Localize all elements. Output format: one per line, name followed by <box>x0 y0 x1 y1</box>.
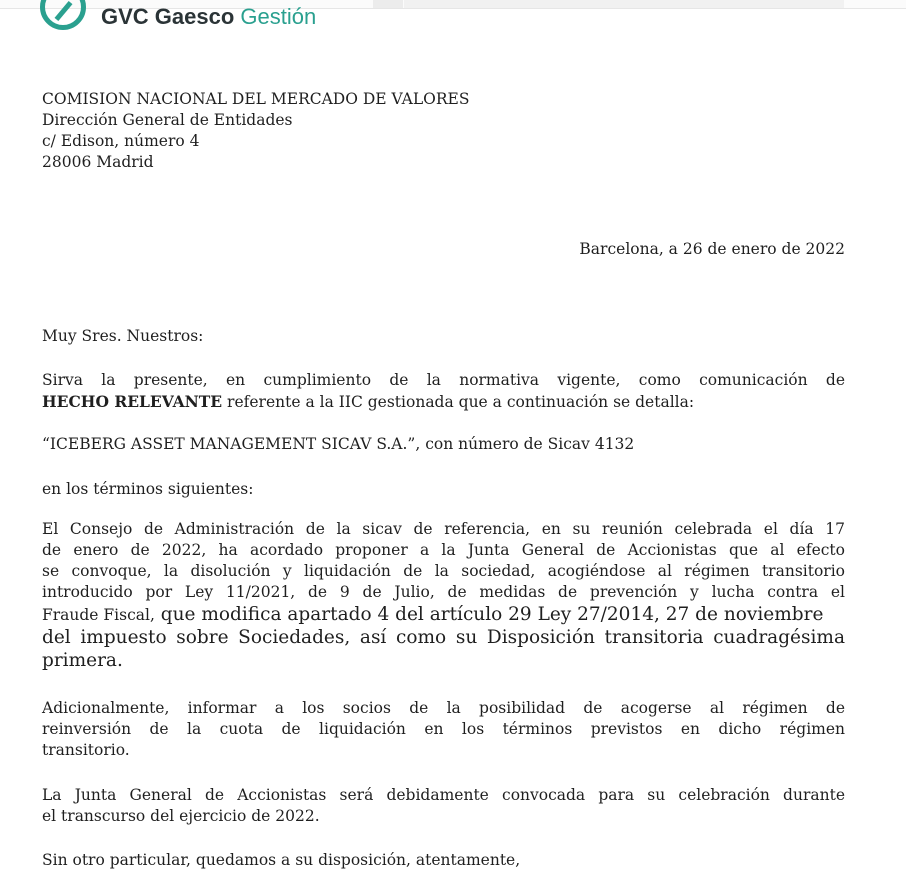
salutation: Muy Sres. Nuestros: <box>42 327 204 345</box>
body-line: reinversión de la cuota de liquidación en los términos previstos en dicho régimen <box>42 720 845 738</box>
closing-line: Sin otro particular, quedamos a su disposición, atentamente, <box>42 851 521 869</box>
body-paragraph-3 <box>42 785 845 827</box>
address-line: 28006 Madrid <box>42 153 154 171</box>
body-line: el transcurso del ejercicio de 2022. <box>42 807 320 825</box>
body-line: se convoque, la disolución y liquidación de la sociedad, acogiéndose al régimen transitorio <box>42 562 845 580</box>
body-line: El Consejo de Administración de la sicav de referencia, en su reunión celebrada el día 17 <box>42 520 845 538</box>
body-line: Adicionalmente, informar a los socios de la posibilidad de acogerse al régimen de <box>42 699 845 717</box>
body-line: primera. <box>42 650 123 671</box>
terms-intro: en los términos siguientes: <box>42 480 254 498</box>
body-line <box>42 603 845 626</box>
body-line: de enero de 2022, ha acordado proponer a la Junta General de Accionistas que al efecto <box>42 541 845 559</box>
address-line: c/ Edison, número 4 <box>42 132 200 150</box>
date-line: Barcelona, a 26 de enero de 2022 <box>579 240 845 258</box>
body-line: introducido por Ley 11/2021, de 9 de Julio, de medidas de prevención y lucha contra el <box>42 583 845 601</box>
logo-brand: GVC Gaesco <box>101 4 235 29</box>
toolbar-segment <box>404 0 844 8</box>
recipient-address <box>42 89 845 173</box>
body-line: transitorio. <box>42 741 130 759</box>
hecho-relevante-label: HECHO RELEVANTE <box>42 392 223 411</box>
intro-line-rest: referente a la IIC gestionada que a continuación se detalla: <box>222 393 695 411</box>
body-line-part: Fraude Fiscal, <box>42 606 155 624</box>
body-line-part: que modifica apartado 4 del artículo 29 Ley 27/2014, 27 de noviembre <box>154 604 824 625</box>
logo-sub: Gestión <box>240 4 317 29</box>
body-paragraph-2 <box>42 698 845 761</box>
body-line: del impuesto sobre Sociedades, así como su Disposición transitoria cuadragésima <box>42 627 845 648</box>
body-line: La Junta General de Accionistas será debidamente convocada para su celebración durante <box>42 786 845 804</box>
toolbar-segment <box>373 0 403 8</box>
intro-paragraph <box>42 370 845 413</box>
intro-line <box>42 391 845 413</box>
body-paragraph-1 <box>42 519 845 672</box>
intro-line: Sirva la presente, en cumplimiento de la normativa vigente, como comunicación de <box>42 371 845 389</box>
logo-wordmark <box>101 4 316 30</box>
address-line: COMISION NACIONAL DEL MERCADO DE VALORES <box>42 90 470 108</box>
address-line: Dirección General de Entidades <box>42 111 293 129</box>
fund-name-line: “ICEBERG ASSET MANAGEMENT SICAV S.A.”, con número de Sicav 4132 <box>42 435 635 453</box>
